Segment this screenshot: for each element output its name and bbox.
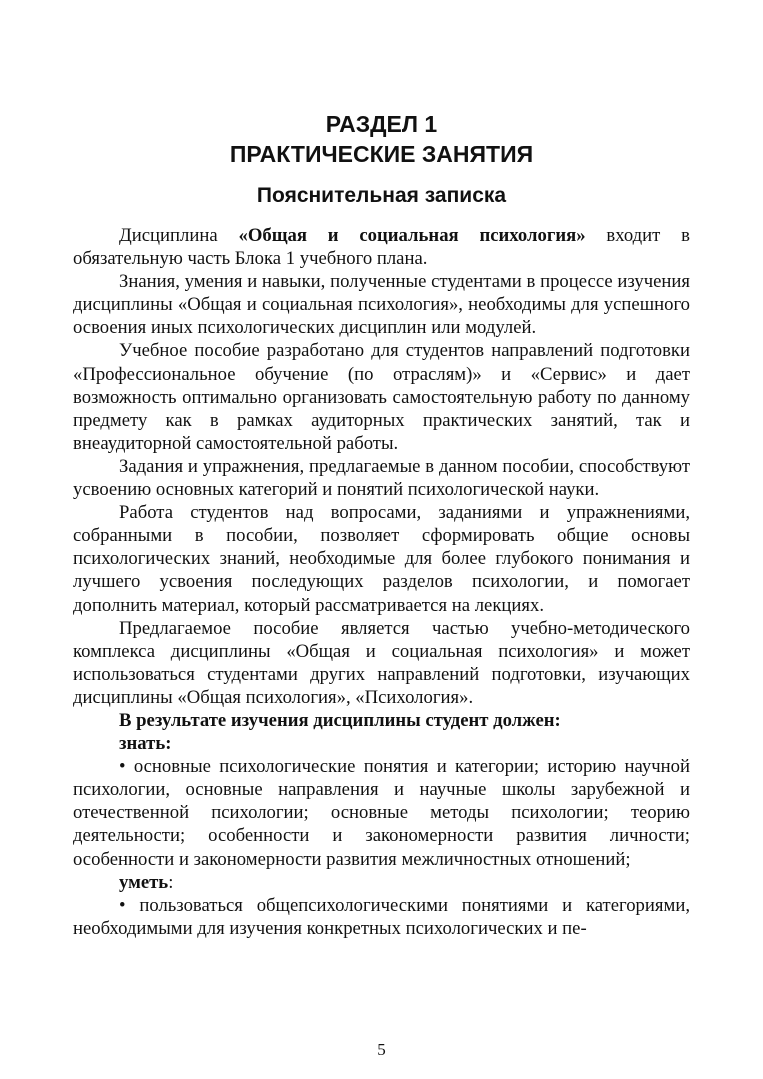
- result-heading: [73, 709, 690, 732]
- body-text: [73, 224, 690, 940]
- page-number: 5: [377, 1040, 386, 1059]
- can-label: [73, 871, 690, 894]
- can-label-colon: :: [168, 871, 174, 893]
- know-item: • основные психологические понятия и категории; историю научной психологии, основные направления и научные школы зарубежной и отечественной психологии; основные методы психологии; теорию деятельности; особенности и закономерности развития личности; особенности и закономерности развития межличностных отношений;: [73, 756, 690, 870]
- result-heading-text: В результате изучения дисциплины студент должен:: [119, 709, 561, 731]
- section-number-heading: РАЗДЕЛ 1: [325, 111, 438, 137]
- paragraph-discipline-start: Дисциплина: [119, 225, 239, 246]
- paragraph-exercises: Задания и упражнения, предлагаемые в данном пособии, способствуют усвоению основных категорий и понятий психологической науки.: [73, 455, 690, 501]
- section-title-heading: ПРАКТИЧЕСКИЕ ЗАНЯТИЯ: [229, 141, 534, 167]
- paragraph-manual-purpose: Учебное пособие разработано для студентов направлений подготовки «Профессиональное обучение (по отраслям)» и «Сервис» и дает возможность оптимально организовать самостоятельную работу по данному предмету как в рамках аудиторных практических занятий, так и внеаудиторной самостоятельной работы.: [73, 340, 690, 454]
- know-label-text: знать:: [119, 733, 172, 755]
- paragraph-knowledge: Знания, умения и навыки, полученные студентами в процессе изучения дисциплины «Общая и социальная психология», необходимы для успешного освоения иных психологических дисциплин или модулей.: [73, 271, 690, 339]
- paragraph-discipline-end: входит в обязательную часть Блока 1 учебного плана.: [73, 225, 690, 270]
- paragraph-discipline: [73, 224, 690, 270]
- explanatory-note-title: Пояснительная записка: [256, 184, 507, 207]
- can-label-text: уметь: [119, 871, 169, 893]
- know-label: [73, 732, 690, 755]
- can-item: • пользоваться общепсихологическими понятиями и категориями, необходимыми для изучения конкретных психологических и пе-: [73, 894, 690, 939]
- paragraph-student-work: Работа студентов над вопросами, заданиями и упражнениями, собранными в пособии, позволяет сформировать общие основы психологических знаний, необходимые для более глубокого понимания и лучшего усвоения последующих разделов психологии, и помогает дополнить материал, который рассматривается на лекциях.: [73, 502, 690, 616]
- discipline-name: «Общая и социальная психология»: [238, 225, 586, 246]
- paragraph-complex: Предлагаемое пособие является частью учебно-методического комплекса дисциплины «Общая и социальная психология» и может использоваться студентами других направлений подготовки, изучающих дисциплины «Общая психология», «Психология».: [73, 617, 690, 708]
